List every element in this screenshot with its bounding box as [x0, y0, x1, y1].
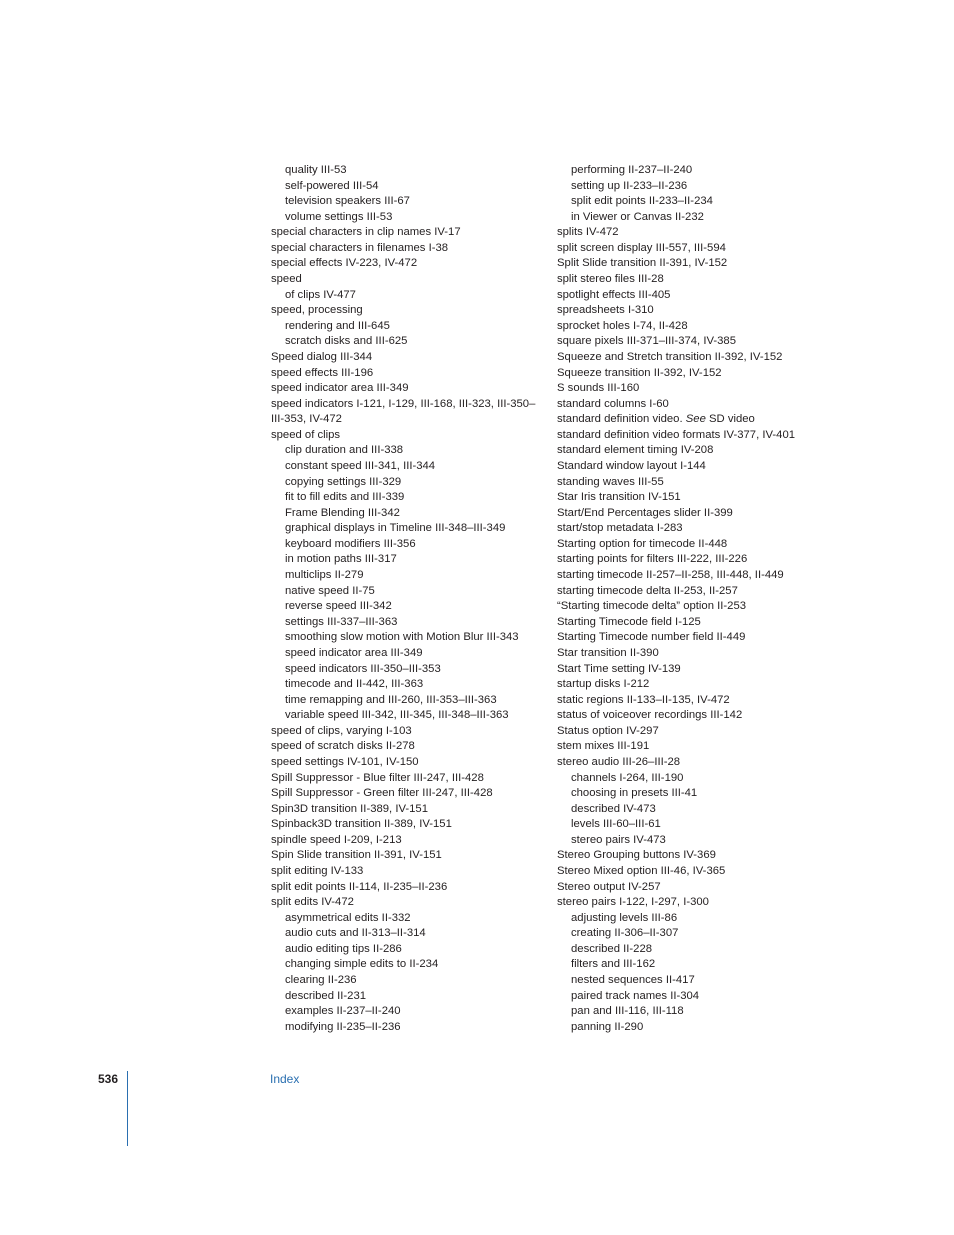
index-entry: standard definition video. See SD video: [557, 413, 755, 426]
index-entry: standard element timing IV-208: [557, 444, 714, 457]
index-entry: special characters in filenames I-38: [271, 241, 449, 254]
index-subentry: clearing II-236: [285, 974, 357, 987]
index-entry: square pixels III-371–III-374, IV-385: [557, 335, 736, 348]
index-subentry: in motion paths III-317: [285, 553, 397, 566]
index-subentry: native speed II-75: [285, 584, 375, 597]
index-entry: Starting option for timecode II-448: [557, 537, 728, 550]
index-subentry: described II-228: [571, 942, 653, 955]
index-entry: stem mixes III-191: [557, 740, 650, 753]
index-entry: speed settings IV-101, IV-150: [271, 755, 419, 768]
index-entry: speed: [271, 273, 302, 286]
index-subentry: pan and III-116, III-118: [571, 1005, 684, 1018]
index-entry: Spill Suppressor - Green filter III-247, III-428: [271, 787, 493, 800]
index-subentry: panning II-290: [571, 1020, 644, 1033]
index-entry: split stereo files III-28: [557, 273, 664, 286]
index-entry: “Starting timecode delta” option II-253: [557, 600, 747, 613]
index-subentry: timecode and II-442, III-363: [285, 678, 424, 691]
index-entry: start/stop metadata I-283: [557, 522, 683, 535]
index-subentry: stereo pairs IV-473: [571, 833, 666, 846]
index-subentry: rendering and III-645: [285, 319, 390, 332]
index-entry: status of voiceover recordings III-142: [557, 709, 743, 722]
index-entry: Start/End Percentages slider II-399: [557, 506, 733, 519]
index-entry: Squeeze and Stretch transition II-392, IV-152: [557, 350, 783, 363]
index-entry: starting points for filters III-222, III-226: [557, 553, 748, 566]
index-subentry: modifying II-235–II-236: [285, 1020, 401, 1033]
index-entry: Status option IV-297: [557, 724, 659, 737]
index-entry: Stereo Mixed option III-46, IV-365: [557, 865, 726, 878]
index-subentry: time remapping and III-260, III-353–III-363: [285, 693, 497, 706]
index-entry: speed of clips, varying I-103: [271, 724, 412, 737]
index-subentry: described IV-473: [571, 802, 656, 815]
index-entry: standard columns I-60: [557, 397, 669, 410]
index-entry: Stereo Grouping buttons IV-369: [557, 849, 716, 862]
index-entry: Spinback3D transition II-389, IV-151: [271, 818, 452, 831]
index-entry: speed indicators I-121, I-129, III-168, III-323, III-350–: [271, 397, 536, 410]
index-entry: Starting Timecode field I-125: [557, 615, 701, 628]
index-entry: starting timecode delta II-253, II-257: [557, 584, 738, 597]
index-entry: special effects IV-223, IV-472: [271, 257, 418, 270]
index-subentry: keyboard modifiers III-356: [285, 537, 416, 550]
index-entry: Start Time setting IV-139: [557, 662, 681, 675]
index-subentry: self-powered III-54: [285, 179, 379, 192]
index-entry: special characters in clip names IV-17: [271, 226, 461, 239]
index-subentry: nested sequences II-417: [571, 974, 695, 987]
index-entry: Squeeze transition II-392, IV-152: [557, 366, 722, 379]
index-subentry: setting up II-233–II-236: [571, 179, 688, 192]
index-entry: static regions II-133–II-135, IV-472: [557, 693, 730, 706]
index-subentry: performing II-237–II-240: [571, 164, 693, 176]
index-subentry: fit to fill edits and III-339: [285, 491, 405, 504]
index-subentry: choosing in presets III-41: [571, 787, 698, 800]
page-number: 536: [98, 1072, 119, 1086]
index-subentry: copying settings III-329: [285, 475, 402, 488]
index-subentry: split edit points II-233–II-234: [571, 195, 713, 208]
index-entry: standard definition video formats IV-377, IV-401: [557, 428, 796, 441]
index-entry: sprocket holes I-74, II-428: [557, 319, 688, 332]
index-entry: Star Iris transition IV-151: [557, 491, 681, 504]
index-entry: stereo audio III-26–III-28: [557, 755, 681, 768]
index-subentry: audio cuts and II-313–II-314: [285, 927, 426, 940]
index-subentry: settings III-337–III-363: [285, 615, 398, 628]
index-entry: standing waves III-55: [557, 475, 664, 488]
index-entry: split edits IV-472: [271, 896, 354, 909]
index-subentry: Frame Blending III-342: [285, 506, 400, 519]
index-subentry: described II-231: [285, 989, 367, 1002]
index-entry: startup disks I-212: [557, 678, 650, 691]
index-subentry: channels I-264, III-190: [571, 771, 684, 784]
index-entry: speed, processing: [271, 304, 363, 317]
index-subentry: graphical displays in Timeline III-348–III-349: [285, 522, 506, 535]
index-entry: stereo pairs I-122, I-297, I-300: [557, 896, 709, 909]
index-entry: Stereo output IV-257: [557, 880, 661, 893]
index-column-right: [557, 163, 827, 1035]
index-entry: Star transition II-390: [557, 646, 659, 659]
index-entry: Spin3D transition II-389, IV-151: [271, 802, 428, 815]
index-entry: Split Slide transition II-391, IV-152: [557, 257, 728, 270]
index-subentry: smoothing slow motion with Motion Blur III-343: [285, 631, 519, 644]
index-subentry: examples II-237–II-240: [285, 1005, 401, 1018]
index-entry: Speed dialog III-344: [271, 350, 373, 363]
index-subentry: audio editing tips II-286: [285, 942, 402, 955]
index-entry: Spill Suppressor - Blue filter III-247, III-428: [271, 771, 484, 784]
index-subentry: constant speed III-341, III-344: [285, 459, 436, 472]
footer-divider: [127, 1071, 128, 1146]
index-subentry: paired track names II-304: [571, 989, 700, 1002]
index-entry: spindle speed I-209, I-213: [271, 833, 402, 846]
section-title: Index: [270, 1072, 300, 1086]
index-subentry: multiclips II-279: [285, 569, 364, 582]
index-entry: Standard window layout I-144: [557, 459, 706, 472]
index-entry: starting timecode II-257–II-258, III-448, II-449: [557, 569, 784, 582]
index-subentry: television speakers III-67: [285, 195, 410, 208]
index-entry: split editing IV-133: [271, 865, 364, 878]
index-subentry: variable speed III-342, III-345, III-348–III-363: [285, 709, 509, 722]
index-entry: splits IV-472: [557, 226, 619, 239]
index-subentry: creating II-306–II-307: [571, 927, 679, 940]
index-entry: S sounds III-160: [557, 382, 640, 395]
index-entry: speed of clips: [271, 428, 341, 441]
index-subentry: levels III-60–III-61: [571, 818, 661, 831]
index-entry: spreadsheets I-310: [557, 304, 654, 317]
index-subentry: scratch disks and III-625: [285, 335, 408, 348]
index-subentry: of clips IV-477: [285, 288, 356, 301]
index-subentry: asymmetrical edits II-332: [285, 911, 411, 924]
index-entry: speed effects III-196: [271, 366, 374, 379]
index-subentry: clip duration and III-338: [285, 444, 404, 457]
index-entry: split edit points II-114, II-235–II-236: [271, 880, 448, 893]
index-column-left: [271, 163, 541, 1035]
index-entry: speed of scratch disks II-278: [271, 740, 415, 753]
index-subentry: filters and III-162: [571, 958, 656, 971]
index-subentry: speed indicator area III-349: [285, 646, 423, 659]
index-entry: spotlight effects III-405: [557, 288, 671, 301]
index-subentry: reverse speed III-342: [285, 600, 392, 613]
index-subentry: in Viewer or Canvas II-232: [571, 210, 704, 223]
index-entry: III-353, IV-472: [271, 413, 342, 426]
index-entry: split screen display III-557, III-594: [557, 241, 726, 254]
index-subentry: changing simple edits to II-234: [285, 958, 439, 971]
index-subentry: speed indicators III-350–III-353: [285, 662, 441, 675]
index-subentry: quality III-53: [285, 164, 347, 176]
index-subentry: adjusting levels III-86: [571, 911, 678, 924]
index-subentry: volume settings III-53: [285, 210, 393, 223]
index-entry: speed indicator area III-349: [271, 382, 409, 395]
index-entry: Starting Timecode number field II-449: [557, 631, 746, 644]
index-entry: Spin Slide transition II-391, IV-151: [271, 849, 442, 862]
